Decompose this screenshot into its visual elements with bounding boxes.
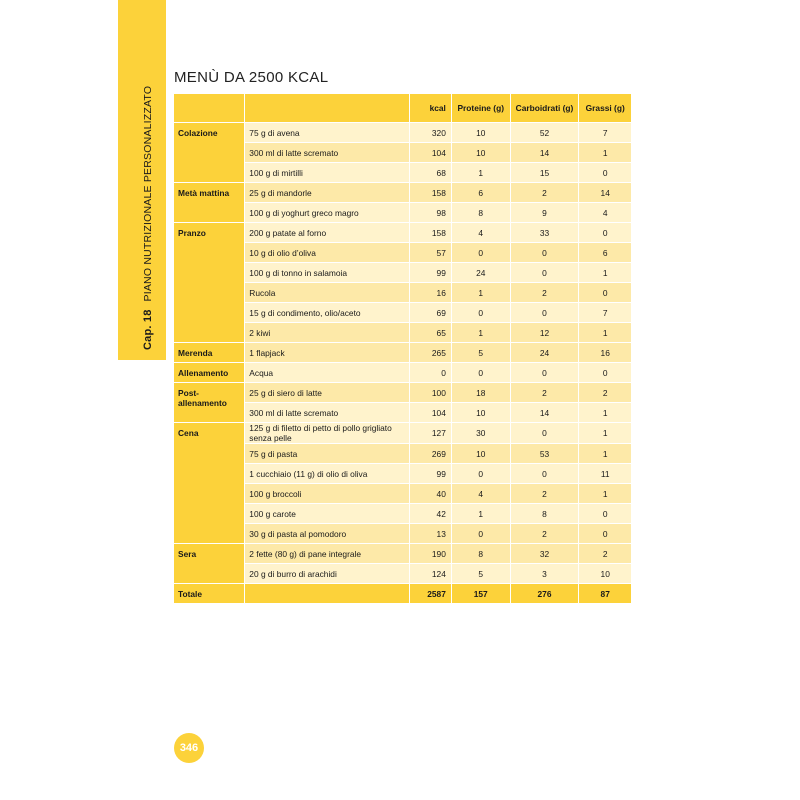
chapter-side-label <box>142 86 154 350</box>
kcal-value: 127 <box>409 423 451 444</box>
header-kcal: kcal <box>409 94 451 123</box>
carbs-value: 14 <box>510 143 579 163</box>
food-item: 1 cucchiaio (11 g) di olio di oliva <box>245 464 409 484</box>
header-food <box>245 94 409 123</box>
kcal-value: 265 <box>409 343 451 363</box>
food-item: 75 g di pasta <box>245 444 409 464</box>
protein-value: 0 <box>451 464 510 484</box>
kcal-value: 269 <box>409 444 451 464</box>
food-item: 100 g broccoli <box>245 484 409 504</box>
fat-value: 1 <box>579 423 632 444</box>
carbs-value: 52 <box>510 123 579 143</box>
carbs-value: 0 <box>510 243 579 263</box>
kcal-value: 16 <box>409 283 451 303</box>
kcal-value: 0 <box>409 363 451 383</box>
food-item: 100 g di tonno in salamoia <box>245 263 409 283</box>
fat-value: 1 <box>579 323 632 343</box>
carbs-value: 3 <box>510 564 579 584</box>
food-item: 2 kiwi <box>245 323 409 343</box>
carbs-value: 9 <box>510 203 579 223</box>
kcal-value: 99 <box>409 263 451 283</box>
protein-value: 1 <box>451 163 510 183</box>
food-item: 75 g di avena <box>245 123 409 143</box>
food-item: Rucola <box>245 283 409 303</box>
protein-value: 8 <box>451 203 510 223</box>
meal-category: Sera <box>174 544 245 584</box>
protein-value: 10 <box>451 143 510 163</box>
carbs-value: 14 <box>510 403 579 423</box>
kcal-value: 57 <box>409 243 451 263</box>
kcal-value: 158 <box>409 223 451 243</box>
protein-value: 10 <box>451 444 510 464</box>
food-item: 100 g di mirtilli <box>245 163 409 183</box>
fat-value: 0 <box>579 524 632 544</box>
food-item: 30 g di pasta al pomodoro <box>245 524 409 544</box>
meal-category: Merenda <box>174 343 245 363</box>
menu-table-body <box>174 123 632 584</box>
kcal-value: 13 <box>409 524 451 544</box>
meal-category: Metà mattina <box>174 183 245 223</box>
food-item: 125 g di filetto di petto di pollo grigliato senza pelle <box>245 423 409 444</box>
fat-value: 0 <box>579 363 632 383</box>
food-item: 15 g di condimento, olio/aceto <box>245 303 409 323</box>
carbs-value: 0 <box>510 423 579 444</box>
protein-value: 24 <box>451 263 510 283</box>
protein-value: 1 <box>451 283 510 303</box>
fat-value: 1 <box>579 444 632 464</box>
fat-value: 7 <box>579 303 632 323</box>
kcal-value: 40 <box>409 484 451 504</box>
fat-value: 1 <box>579 263 632 283</box>
page-number: 346 <box>174 733 204 763</box>
food-item: 300 ml di latte scremato <box>245 143 409 163</box>
meal-category: Post-allenamento <box>174 383 245 423</box>
protein-value: 0 <box>451 303 510 323</box>
table-row <box>174 223 632 243</box>
protein-value: 30 <box>451 423 510 444</box>
total-row <box>174 584 632 604</box>
kcal-value: 158 <box>409 183 451 203</box>
header-protein: Proteine (g) <box>451 94 510 123</box>
kcal-value: 69 <box>409 303 451 323</box>
kcal-value: 68 <box>409 163 451 183</box>
food-item: 100 g di yoghurt greco magro <box>245 203 409 223</box>
food-item: 200 g patate al forno <box>245 223 409 243</box>
protein-value: 0 <box>451 524 510 544</box>
kcal-value: 65 <box>409 323 451 343</box>
protein-value: 6 <box>451 183 510 203</box>
meal-category: Colazione <box>174 123 245 183</box>
kcal-value: 190 <box>409 544 451 564</box>
kcal-value: 320 <box>409 123 451 143</box>
food-item: 300 ml di latte scremato <box>245 403 409 423</box>
page-title: MENÙ DA 2500 KCAL <box>174 69 329 86</box>
carbs-value: 0 <box>510 263 579 283</box>
table-row <box>174 383 632 403</box>
fat-value: 2 <box>579 544 632 564</box>
fat-value: 0 <box>579 223 632 243</box>
kcal-value: 42 <box>409 504 451 524</box>
carbs-value: 0 <box>510 464 579 484</box>
protein-value: 18 <box>451 383 510 403</box>
food-item: 100 g carote <box>245 504 409 524</box>
food-item: 25 g di siero di latte <box>245 383 409 403</box>
carbs-value: 8 <box>510 504 579 524</box>
header-fat: Grassi (g) <box>579 94 632 123</box>
protein-value: 0 <box>451 243 510 263</box>
total-protein: 157 <box>451 584 510 604</box>
food-item: 20 g di burro di arachidi <box>245 564 409 584</box>
protein-value: 1 <box>451 323 510 343</box>
carbs-value: 2 <box>510 524 579 544</box>
protein-value: 4 <box>451 223 510 243</box>
meal-category: Cena <box>174 423 245 544</box>
kcal-value: 104 <box>409 143 451 163</box>
fat-value: 16 <box>579 343 632 363</box>
food-item: Acqua <box>245 363 409 383</box>
carbs-value: 53 <box>510 444 579 464</box>
protein-value: 8 <box>451 544 510 564</box>
carbs-value: 0 <box>510 363 579 383</box>
total-carbs: 276 <box>510 584 579 604</box>
kcal-value: 98 <box>409 203 451 223</box>
fat-value: 0 <box>579 163 632 183</box>
carbs-value: 2 <box>510 484 579 504</box>
menu-table <box>173 93 632 604</box>
table-header-row <box>174 94 632 123</box>
chapter-number: Cap. 18 <box>142 309 154 350</box>
fat-value: 7 <box>579 123 632 143</box>
food-item: 2 fette (80 g) di pane integrale <box>245 544 409 564</box>
protein-value: 10 <box>451 123 510 143</box>
carbs-value: 12 <box>510 323 579 343</box>
total-fat: 87 <box>579 584 632 604</box>
carbs-value: 24 <box>510 343 579 363</box>
food-item: 10 g di olio d’oliva <box>245 243 409 263</box>
chapter-section: PIANO NUTRIZIONALE PERSONALIZZATO <box>142 85 154 302</box>
fat-value: 4 <box>579 203 632 223</box>
fat-value: 14 <box>579 183 632 203</box>
fat-value: 2 <box>579 383 632 403</box>
kcal-value: 100 <box>409 383 451 403</box>
fat-value: 10 <box>579 564 632 584</box>
fat-value: 1 <box>579 484 632 504</box>
fat-value: 1 <box>579 403 632 423</box>
food-item: 1 flapjack <box>245 343 409 363</box>
carbs-value: 33 <box>510 223 579 243</box>
carbs-value: 15 <box>510 163 579 183</box>
table-row <box>174 423 632 444</box>
fat-value: 11 <box>579 464 632 484</box>
meal-category: Allenamento <box>174 363 245 383</box>
table-row <box>174 183 632 203</box>
table-row <box>174 123 632 143</box>
food-item: 25 g di mandorle <box>245 183 409 203</box>
fat-value: 1 <box>579 143 632 163</box>
table-row <box>174 363 632 383</box>
carbs-value: 0 <box>510 303 579 323</box>
protein-value: 5 <box>451 343 510 363</box>
header-carbs: Carboidrati (g) <box>510 94 579 123</box>
total-kcal: 2587 <box>409 584 451 604</box>
protein-value: 10 <box>451 403 510 423</box>
total-food-cell <box>245 584 409 604</box>
carbs-value: 2 <box>510 383 579 403</box>
protein-value: 1 <box>451 504 510 524</box>
protein-value: 4 <box>451 484 510 504</box>
fat-value: 0 <box>579 283 632 303</box>
protein-value: 0 <box>451 363 510 383</box>
carbs-value: 2 <box>510 283 579 303</box>
table-row <box>174 544 632 564</box>
fat-value: 0 <box>579 504 632 524</box>
header-category <box>174 94 245 123</box>
carbs-value: 2 <box>510 183 579 203</box>
table-row <box>174 343 632 363</box>
kcal-value: 124 <box>409 564 451 584</box>
protein-value: 5 <box>451 564 510 584</box>
kcal-value: 104 <box>409 403 451 423</box>
meal-category: Pranzo <box>174 223 245 343</box>
fat-value: 6 <box>579 243 632 263</box>
kcal-value: 99 <box>409 464 451 484</box>
total-label: Totale <box>174 584 245 604</box>
carbs-value: 32 <box>510 544 579 564</box>
